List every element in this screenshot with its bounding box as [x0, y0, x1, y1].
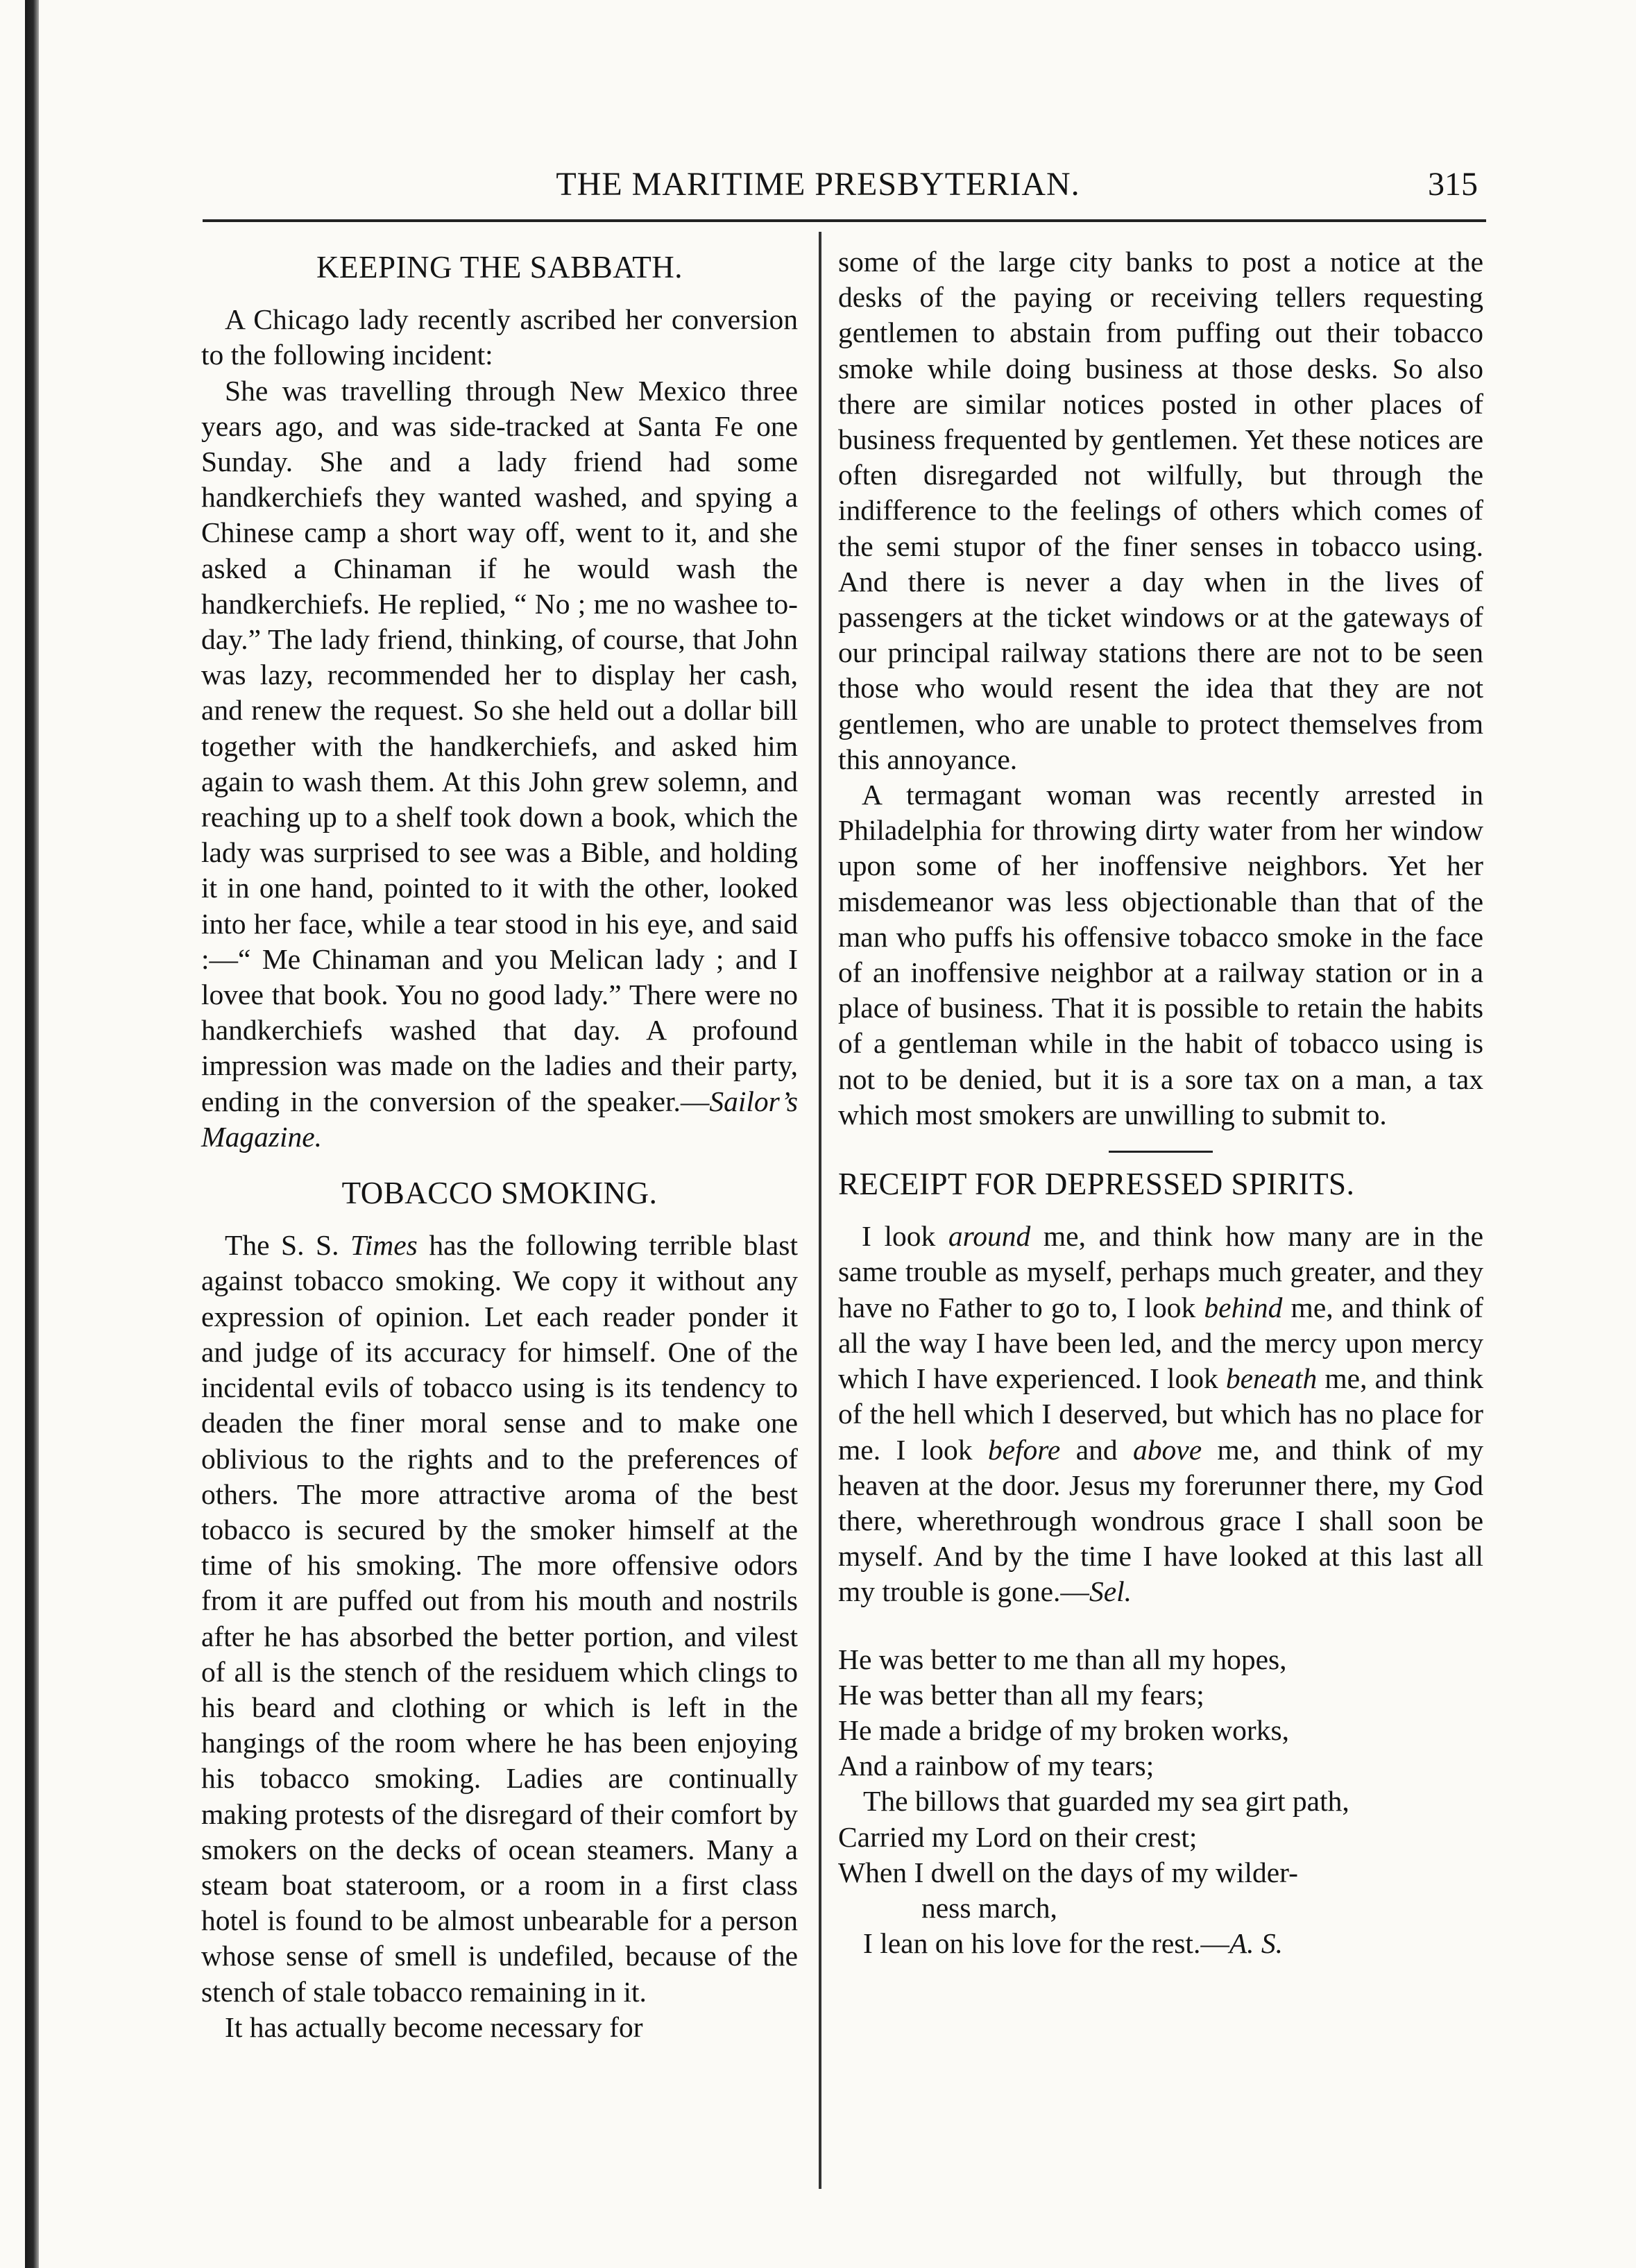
sabbath-paragraph-1: A Chicago lady recently ascribed her conversion to the following incident:: [201, 303, 798, 371]
poem-author: A. S.: [1229, 1927, 1284, 1960]
receipt-i3: beneath: [1225, 1362, 1318, 1395]
tobacco-p1-start: The S. S.: [225, 1229, 350, 1262]
heading-keeping-the-sabbath: KEEPING THE SABBATH.: [316, 250, 683, 285]
heading-tobacco-smoking: TOBACCO SMOKING.: [341, 1176, 658, 1211]
poem-line-4: And a rainbow of my tears;: [838, 1750, 1154, 1782]
tobacco-p1-italic: Times: [350, 1229, 418, 1262]
poem: [838, 1642, 1483, 1962]
right-column: [838, 244, 1483, 1961]
receipt-t1: I look: [862, 1220, 948, 1253]
receipt-i1: around: [948, 1220, 1031, 1253]
poem-gap: [838, 1610, 1483, 1642]
receipt-t6: me, and think of my heaven at the door. Jesus my forerunner there, my God there, wherethrough wondrous grace I shall soon be myself. And by the time I have looked at this last all my trouble is gone.—: [838, 1433, 1483, 1608]
receipt-i4: before: [987, 1433, 1061, 1466]
receipt-i2: behind: [1204, 1291, 1283, 1323]
running-header-title: THE MARITIME PRESBYTERIAN.: [556, 166, 1080, 203]
receipt-t3: me, and think of all the way I have been led, and the mercy upon mercy which I have experienced. I look: [838, 1291, 1483, 1395]
receipt-t5: and: [1060, 1433, 1134, 1466]
book-spine-edge: [25, 0, 39, 2268]
receipt-t4: me, and think of the hell which I deserved, but which has no place for me. I look: [838, 1362, 1483, 1466]
receipt-source: Sel.: [1089, 1575, 1132, 1608]
sabbath-paragraph-2-text: She was travelling through New Mexico three years ago, and was side-tracked at Santa Fe one Sunday. She and a lady friend had some handkerchiefs they wanted washed, and spying a Chinese camp a short way off, went to it, and she asked a Chinaman if he would wash the handkerchiefs. He replied, “ No ; me no washee to-day.” The lady friend, thinking, of course, that John was lazy, recommended her to display her cash, and renew the request. So she held out a dollar bill together with the handkerchiefs, and asked him again to wash them. At this John grew solemn, and reaching up to a shelf took down a book, which the lady was surprised to see was a Bible, and holding it in one hand, pointed to it with the other, looked into her face, while a tear stood in his eye, and said :—“ Me Chinaman and you Melican lady ; and I lovee that book. You no good lady.” There were no handkerchiefs washed that day. A profound impression was made on the ladies and their party, ending in the conversion of the speaker.—: [201, 374, 798, 1117]
tobacco-paragraph-1: [201, 1228, 798, 2009]
poem-line-7: When I dwell on the days of my wilder-: [838, 1856, 1298, 1888]
receipt-t2: me, and think how many are in the same trouble as myself, perhaps much greater, and they have no Father to go to, I look: [838, 1220, 1483, 1323]
tobacco-paragraph-2-continued: some of the large city banks to post a notice at the desks of the paying or receiving tellers requesting gentlemen to abstain from puffing out their tobacco smoke while doing business at those desks. So also there are similar notices posted in other places of business frequented by gentlemen. Yet these notices are often disregarded not wilfully, but through the indifference to the feelings of others which comes of the semi stupor of the finer senses in tobacco using. And there is never a day when in the lives of passengers at the ticket windows or at the gateways of our principal railway stations there are not to be seen those who would resent the idea that they are not gentlemen, who are unable to protect themselves from this annoyance.: [838, 246, 1483, 775]
sabbath-paragraph-2: [201, 373, 798, 1155]
poem-line-6: Carried my Lord on their crest;: [838, 1820, 1198, 1853]
receipt-i5: above: [1133, 1433, 1202, 1466]
page-number: 315: [1428, 166, 1478, 203]
tobacco-paragraph-3: A termagant woman was recently arrested in Philadelphia for throwing dirty water from her window upon some of her inoffensive neighbors. Yet her misdemeanor was less objectionable than that of the man who puffs his offensive tobacco smoke in the face of an inoffensive neighbor at a railway station or in a place of business. That it is possible to retain the habits of a gentleman while in the habit of tobacco using is not to be denied, but it is a sore tax on a man, a tax which most smokers are unwilling to submit to.: [838, 779, 1483, 1131]
header-rule: [203, 219, 1486, 222]
heading-receipt-for-depressed-spirits: RECEIPT FOR DEPRESSED SPIRITS.: [838, 1167, 1355, 1202]
poem-line-9: [838, 1926, 1483, 1961]
tobacco-p1-rest: has the following terrible blast against tobacco smoking. We copy it without any expression of opinion. Let each reader ponder it and judge of its accuracy for himself. One of the incidental evils of tobacco using is its tendency to deaden the finer moral sense and to make one oblivious to the rights and to the preferences of others. The more attractive aroma of the best tobacco is secured by the smoker himself at the time of his smoking. The more offensive odors from it are puffed out from his mouth and nostrils after he has absorbed the better portion, and vilest of all is the stench of the residuem which clings to his beard and clothing or which is left in the hangings of the room where he has been enjoying his tobacco smoking. Ladies are continually making protests of the disregard of their comfort by smokers on the decks of ocean steamers. Many a steam boat stateroom, or a room in a first class hotel is found to be almost unbearable for a person whose sense of smell is undefiled, because of the stench of stale tobacco remaining in it.: [201, 1229, 798, 2008]
poem-line-5: The billows that guarded my sea girt path,: [863, 1785, 1349, 1818]
poem-line-8: ness march,: [921, 1891, 1057, 1924]
receipt-paragraph: [838, 1219, 1483, 1609]
poem-line-1: He was better to me than all my hopes,: [838, 1643, 1287, 1675]
left-column: [201, 244, 798, 2045]
sabbath-source: Sailor’s Magazine.: [201, 1085, 798, 1153]
poem-line-2: He was better than all my fears;: [838, 1678, 1204, 1711]
section-separator: [1109, 1151, 1213, 1153]
tobacco-paragraph-2-start: It has actually become necessary for: [225, 2011, 643, 2043]
poem-line-3: He made a bridge of my broken works,: [838, 1713, 1289, 1746]
column-divider: [819, 232, 821, 2189]
poem-line-9-text: I lean on his love for the rest.—: [863, 1927, 1229, 1960]
